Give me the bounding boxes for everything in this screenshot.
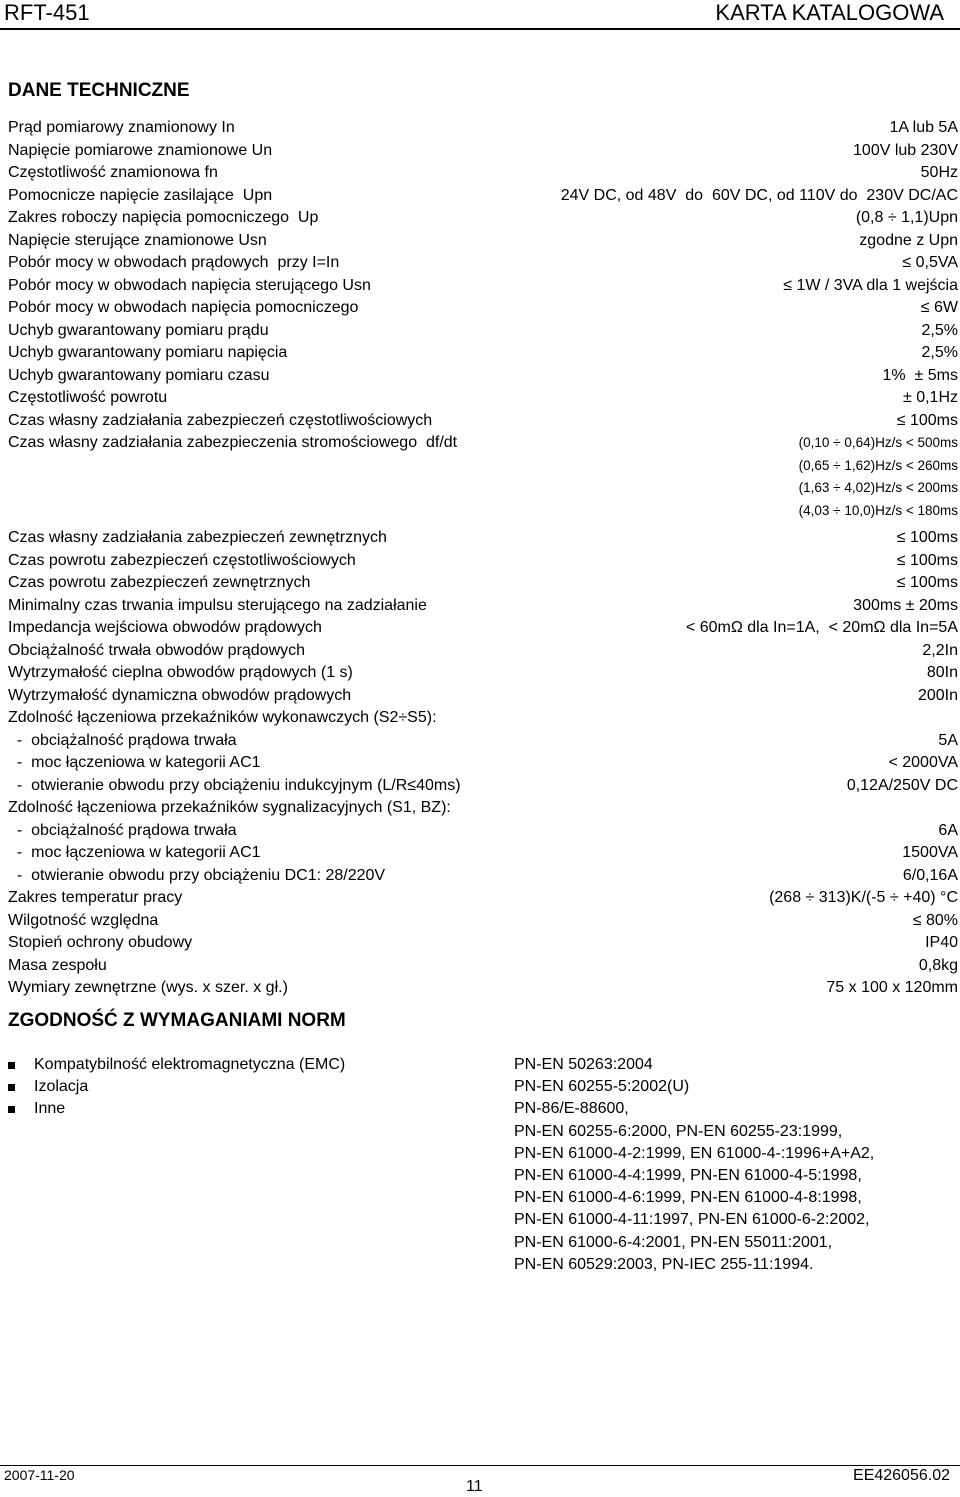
spec-value: IP40	[925, 934, 958, 951]
spec-row	[8, 320, 958, 343]
spec-row	[8, 500, 958, 523]
spec-label: - otwieranie obwodu przy obciążeniu indukcyjnym (L/R≤40ms)	[8, 776, 461, 794]
standard-row	[8, 1187, 958, 1209]
spec-label: Pobór mocy w obwodach napięcia pomocniczego	[8, 299, 359, 316]
standard-reference: PN-EN 61000-6-4:2001, PN-EN 55011:2001,	[514, 1233, 833, 1251]
spec-row	[8, 527, 958, 550]
spec-value: 2,5%	[921, 344, 958, 361]
spec-value: < 60mΩ dla In=1A, < 20mΩ dla In=5A	[685, 619, 958, 636]
spec-value: 300ms ± 20ms	[853, 596, 958, 614]
spec-row	[8, 455, 958, 478]
standard-reference: PN-EN 60529:2003, PN-IEC 255-11:1994.	[514, 1255, 814, 1273]
spec-row	[8, 572, 958, 595]
spec-label: Czas własny zadziałania zabezpieczeń zewnętrznych	[8, 529, 387, 546]
standard-row	[8, 1054, 958, 1076]
standard-reference: PN-EN 60255-6:2000, PN-EN 60255-23:1999,	[514, 1122, 843, 1140]
spec-row	[8, 752, 958, 775]
standard-reference: PN-EN 61000-4-11:1997, PN-EN 61000-6-2:2002,	[514, 1211, 870, 1229]
spec-label: Czas własny zadziałania zabezpieczenia stromościowego df/dt	[8, 434, 458, 451]
spec-value: ≤ 6W	[920, 299, 958, 316]
spec-label: Zdolność łączeniowa przekaźników wykonawczych (S2÷S5):	[8, 709, 437, 726]
standard-row	[8, 1209, 958, 1231]
spec-label: Zdolność łączeniowa przekaźników sygnalizacyjnych (S1, BZ):	[8, 799, 451, 816]
spec-row	[8, 477, 958, 500]
spec-row	[8, 820, 958, 843]
spec-label: - moc łączeniowa w kategorii AC1	[8, 754, 261, 771]
standard-row	[8, 1165, 958, 1187]
spec-label: Pomocnicze napięcie zasilające Upn	[8, 186, 273, 204]
spec-value: ≤ 100ms	[896, 411, 958, 429]
spec-value: ± 0,1Hz	[902, 389, 958, 406]
footer-divider	[0, 1465, 960, 1466]
bullet-square-icon	[8, 1106, 15, 1113]
spec-label: - obciążalność prądowa trwała	[8, 821, 237, 839]
spec-label: Zakres temperatur pracy	[8, 889, 183, 906]
spec-label: Częstotliwość powrotu	[8, 389, 168, 406]
spec-value: ≤ 0,5VA	[902, 254, 958, 271]
spec-row	[8, 297, 958, 320]
standard-reference: PN-86/E-88600,	[514, 1100, 629, 1118]
spec-value: 0,12A/250V DC	[846, 776, 958, 794]
standard-category: Kompatybilność elektromagnetyczna (EMC)	[34, 1056, 346, 1073]
spec-row	[8, 162, 958, 185]
spec-row	[8, 730, 958, 753]
spec-label: Masa zespołu	[8, 956, 107, 974]
standard-reference: PN-EN 60255-5:2002(U)	[514, 1078, 690, 1096]
spec-value: 50Hz	[920, 164, 958, 181]
spec-value: (0,10 ÷ 0,64)Hz/s < 500ms	[798, 435, 958, 450]
spec-row	[8, 410, 958, 433]
spec-row	[8, 977, 958, 1000]
spec-value: zgodne z Upn	[859, 231, 958, 249]
product-code: RFT-451	[4, 0, 90, 25]
spec-label: Wytrzymałość dynamiczna obwodów prądowych	[8, 686, 352, 704]
spec-value: ≤ 80%	[912, 911, 958, 929]
spec-value: ≤ 100ms	[896, 529, 958, 546]
spec-row	[8, 140, 958, 163]
spec-row	[8, 617, 958, 640]
spec-value: 1500VA	[902, 844, 958, 861]
spec-row	[8, 432, 958, 455]
spec-label: Stopień ochrony obudowy	[8, 934, 193, 951]
spec-label: Pobór mocy w obwodach napięcia sterującego Usn	[8, 276, 371, 294]
spec-label: Obciążalność trwała obwodów prądowych	[8, 641, 306, 659]
spec-value: 1A lub 5A	[889, 119, 958, 136]
spec-value: < 2000VA	[888, 754, 958, 771]
standard-category: Izolacja	[34, 1078, 89, 1096]
bullet-square-icon	[8, 1062, 15, 1069]
spec-label: Częstotliwość znamionowa fn	[8, 164, 218, 181]
spec-label: Uchyb gwarantowany pomiaru czasu	[8, 366, 270, 384]
spec-row	[8, 910, 958, 933]
spec-row	[8, 117, 958, 140]
spec-label: Uchyb gwarantowany pomiaru napięcia	[8, 344, 288, 361]
spec-value: 6A	[938, 821, 958, 839]
spec-label: Wymiary zewnętrzne (wys. x szer. x gł.)	[8, 979, 288, 996]
document-id: EE426056.02	[853, 1467, 950, 1484]
spec-value: (0,65 ÷ 1,62)Hz/s < 260ms	[798, 457, 958, 473]
standard-row	[8, 1098, 958, 1120]
spec-row	[8, 207, 958, 230]
spec-row	[8, 775, 958, 798]
spec-row	[8, 887, 958, 910]
spec-value: ≤ 100ms	[896, 574, 958, 591]
spec-row	[8, 365, 958, 388]
standard-reference: PN-EN 61000-4-2:1999, EN 61000-4-:1996+A+A2,	[514, 1144, 875, 1162]
spec-label: Napięcie sterujące znamionowe Usn	[8, 231, 267, 249]
spec-value: 0,8kg	[918, 956, 958, 974]
spec-row	[8, 797, 958, 820]
spec-row	[8, 342, 958, 365]
spec-value: 80In	[926, 664, 958, 681]
spec-value: (0,8 ÷ 1,1)Upn	[855, 209, 958, 226]
spec-label: Prąd pomiarowy znamionowy In	[8, 119, 235, 136]
spec-value: 200In	[917, 686, 958, 704]
standard-category: Inne	[34, 1100, 66, 1118]
standards-list	[8, 1054, 958, 1276]
spec-label: Czas własny zadziałania zabezpieczeń częstotliwościowych	[8, 411, 433, 429]
spec-label: Wytrzymałość cieplna obwodów prądowych (1 s)	[8, 664, 353, 681]
spec-row	[8, 685, 958, 708]
spec-row	[8, 932, 958, 955]
spec-row	[8, 842, 958, 865]
spec-label: Napięcie pomiarowe znamionowe Un	[8, 141, 273, 159]
spec-row	[8, 640, 958, 663]
spec-label: Impedancja wejściowa obwodów prądowych	[8, 619, 322, 636]
page-header	[0, 0, 960, 24]
spec-value: 2,2In	[922, 641, 958, 659]
spec-label: Zakres roboczy napięcia pomocniczego Up	[8, 209, 319, 226]
spec-row	[8, 662, 958, 685]
spec-row	[8, 955, 958, 978]
footer-date: 2007-11-20	[4, 1467, 75, 1483]
standard-row	[8, 1121, 958, 1143]
spec-label: Pobór mocy w obwodach prądowych przy I=In	[8, 254, 340, 271]
spec-row	[8, 387, 958, 410]
standard-row	[8, 1076, 958, 1098]
section-title-standards: ZGODNOŚĆ Z WYMAGANIAMI NORM	[8, 1010, 346, 1031]
page-number: 11	[466, 1478, 483, 1495]
spec-value: 5A	[938, 731, 958, 749]
spec-value: ≤ 100ms	[896, 551, 958, 569]
spec-row	[8, 550, 958, 573]
spec-label: Wilgotność względna	[8, 911, 159, 929]
standard-reference: PN-EN 61000-4-4:1999, PN-EN 61000-4-5:1998,	[514, 1166, 862, 1184]
spec-label: Czas powrotu zabezpieczeń zewnętrznych	[8, 574, 311, 591]
standard-row	[8, 1143, 958, 1165]
standard-reference: PN-EN 61000-4-6:1999, PN-EN 61000-4-8:1998,	[514, 1189, 862, 1207]
standard-row	[8, 1254, 958, 1276]
technical-specs-list	[8, 117, 958, 1000]
spec-label: - otwieranie obwodu przy obciążeniu DC1: 28/220V	[8, 866, 386, 884]
standard-reference: PN-EN 50263:2004	[514, 1056, 653, 1073]
spec-value: (1,63 ÷ 4,02)Hz/s < 200ms	[798, 480, 958, 495]
spec-value: 75 x 100 x 120mm	[826, 979, 958, 996]
spec-value: 100V lub 230V	[853, 141, 958, 159]
document-type: KARTA KATALOGOWA	[715, 0, 944, 25]
bullet-square-icon	[8, 1084, 15, 1091]
spec-value: (4,03 ÷ 10,0)Hz/s < 180ms	[798, 502, 958, 518]
spec-row	[8, 595, 958, 618]
standard-row	[8, 1232, 958, 1254]
spec-row	[8, 275, 958, 298]
spec-row	[8, 707, 958, 730]
spec-value: (268 ÷ 313)K/(-5 ÷ +40) °C	[769, 889, 958, 906]
spec-value: 2,5%	[921, 321, 958, 339]
spec-row	[8, 252, 958, 275]
spec-label: - obciążalność prądowa trwała	[8, 731, 237, 749]
spec-label: Uchyb gwarantowany pomiaru prądu	[8, 321, 269, 339]
section-title-technical-data: DANE TECHNICZNE	[8, 80, 190, 101]
spec-value: 1% ± 5ms	[882, 366, 958, 384]
spec-row	[8, 185, 958, 208]
header-divider	[0, 28, 960, 30]
spec-value: 24V DC, od 48V do 60V DC, od 110V do 230V DC/AC	[560, 186, 958, 204]
spec-label: Czas powrotu zabezpieczeń częstotliwościowych	[8, 551, 356, 569]
spec-label: - moc łączeniowa w kategorii AC1	[8, 844, 261, 861]
spec-row	[8, 865, 958, 888]
spec-label: Minimalny czas trwania impulsu sterującego na zadziałanie	[8, 596, 427, 614]
spec-row	[8, 230, 958, 253]
spec-value: 6/0,16A	[902, 866, 958, 884]
spec-value: ≤ 1W / 3VA dla 1 wejścia	[783, 276, 958, 294]
